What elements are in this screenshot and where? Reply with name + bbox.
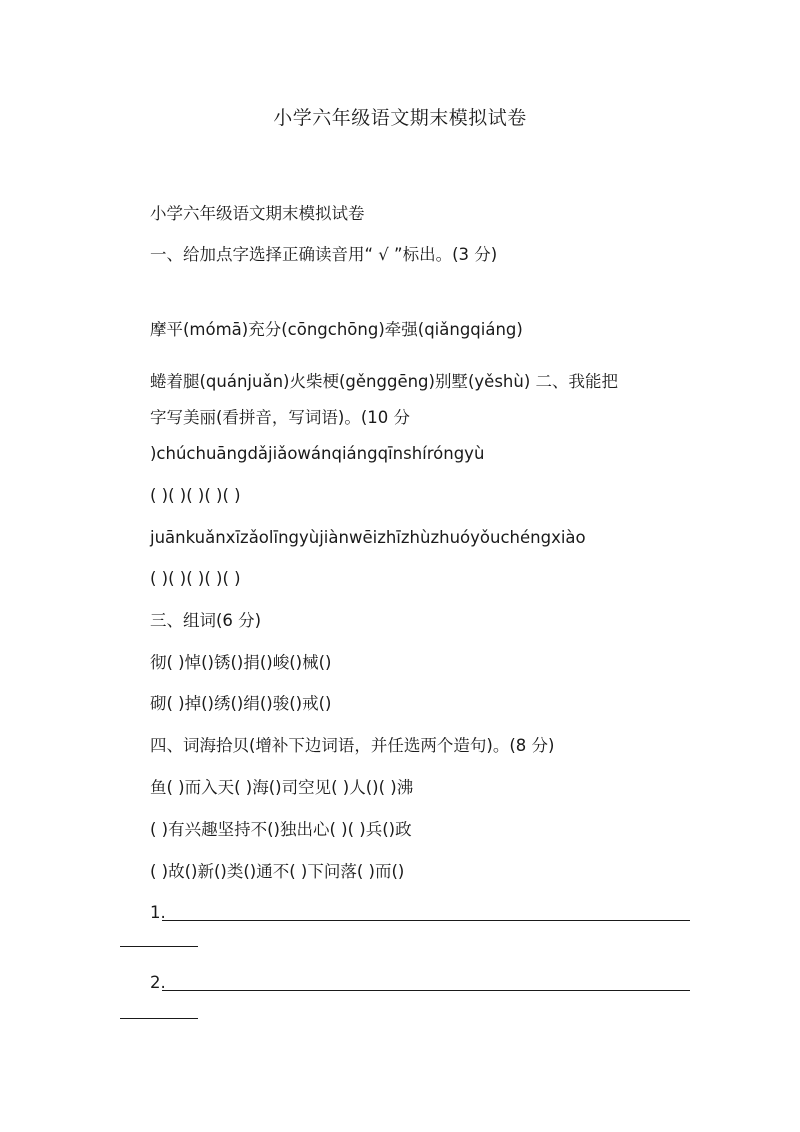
question-4-heading: 四、词海拾贝(增补下边词语，并任选两个造句)。(8 分) (150, 736, 555, 755)
answer-blanks-row-1[interactable]: ( )( )( )( )( ) (150, 486, 241, 505)
question-1-items-b: 蜷着腿(quánjuǎn)火柴梗(gěnggēng)别墅(yěshù) 二、我能把 (150, 372, 619, 391)
sentence-1-line[interactable] (162, 920, 690, 921)
sentence-2-line-continued[interactable] (120, 1018, 198, 1019)
word-group-row-1[interactable]: 彻( )悼()锈()捐()峻()械() (150, 653, 332, 672)
question-2-heading: 字写美丽(看拼音，写词语)。(10 分 (150, 408, 411, 427)
page-title: 小学六年级语文期末模拟试卷 (273, 107, 527, 129)
answer-blanks-row-2[interactable]: ( )( )( )( )( ) (150, 569, 241, 588)
pinyin-row-1: )chúchuāngdǎjiǎowánqiángqīnshíróngyù (150, 444, 485, 463)
idiom-row-3[interactable]: ( )故()新()类()通不( )下问落( )而() (150, 862, 405, 881)
question-3-heading: 三、组词(6 分) (150, 611, 262, 630)
sentence-2-number: 2. (150, 973, 166, 992)
sentence-1-number: 1. (150, 903, 166, 922)
sentence-2-line[interactable] (162, 990, 690, 991)
idiom-row-1[interactable]: 鱼( )而入天( )海()司空见( )人()( )沸 (150, 778, 414, 797)
subtitle: 小学六年级语文期末模拟试卷 (150, 204, 365, 223)
pinyin-row-2: juānkuǎnxīzǎolīngyùjiànwēizhīzhùzhuóyǒuchéngxiào (150, 528, 586, 547)
sentence-1-line-continued[interactable] (120, 946, 198, 947)
word-group-row-2[interactable]: 砌( )掉()绣()绢()骏()戒() (150, 694, 332, 713)
question-1-heading: 一、给加点字选择正确读音用“ √ ”标出。(3 分) (150, 245, 498, 264)
question-1-items-a: 摩平(mómā)充分(cōngchōng)牵强(qiǎngqiáng) (150, 320, 523, 339)
idiom-row-2[interactable]: ( )有兴趣坚持不()独出心( )( )兵()政 (150, 820, 412, 839)
